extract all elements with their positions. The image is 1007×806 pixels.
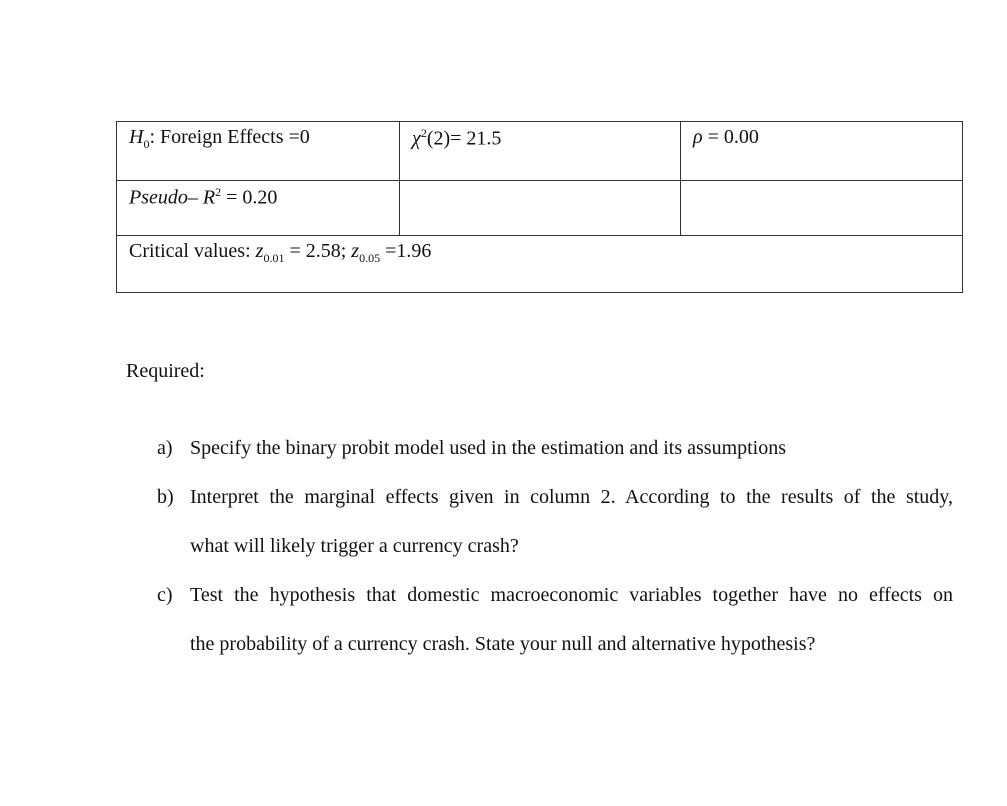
z001-symbol: z	[255, 240, 264, 262]
chi-text: (2)= 21.5	[426, 127, 502, 150]
pseudo-r2-cell	[117, 181, 400, 236]
z001-subscript: 0.01	[263, 251, 285, 265]
question-c-line2: the probability of a currency crash. State your null and alternative hypothesis?	[190, 633, 816, 655]
question-c-label: c)	[157, 584, 173, 606]
chi-superscript: 2	[420, 126, 427, 140]
empty-cell	[681, 181, 963, 236]
required-heading: Required:	[126, 360, 205, 382]
question-b-line1: Interpret the marginal effects given in column 2. According to the results of the study,	[190, 486, 953, 508]
p-symbol: ρ	[693, 126, 703, 148]
pseudo-r2-value: = 0.20	[221, 186, 278, 209]
question-b-label: b)	[157, 486, 174, 508]
chi-square-cell	[400, 122, 681, 181]
questions-list	[157, 424, 953, 669]
z001-value: = 2.58	[284, 240, 341, 262]
question-c	[157, 571, 953, 620]
question-a	[157, 424, 953, 473]
table-row	[117, 122, 963, 181]
question-a-text: Specify the binary probit model used in the estimation and its assumptions	[190, 437, 787, 459]
pseudo-r2-label: Pseudo– R	[129, 186, 216, 209]
p-value-cell	[681, 122, 963, 181]
null-hypothesis-cell	[117, 122, 400, 181]
critical-separator: ;	[340, 240, 352, 262]
chi-symbol: χ	[412, 127, 421, 150]
h0-subscript: 0	[143, 137, 150, 151]
h0-symbol: H	[129, 126, 144, 148]
question-a-label: a)	[157, 437, 173, 459]
z005-value: =1.96	[380, 240, 432, 262]
question-b-line2: what will likely trigger a currency crash?	[190, 535, 519, 557]
empty-cell	[400, 181, 681, 236]
critical-values-label: Critical values:	[129, 240, 256, 262]
results-table	[116, 121, 963, 293]
table-row	[117, 236, 963, 293]
pseudo-r2-superscript: 2	[215, 185, 222, 199]
p-text: = 0.00	[702, 126, 759, 148]
question-c-line1: Test the hypothesis that domestic macroeconomic variables together have no effects on	[190, 584, 953, 606]
critical-values-cell	[117, 236, 963, 293]
h0-text: : Foreign Effects =0	[149, 126, 310, 148]
question-b	[157, 473, 953, 522]
z005-subscript: 0.05	[359, 251, 381, 265]
z005-symbol: z	[351, 240, 360, 262]
table-row	[117, 181, 963, 236]
